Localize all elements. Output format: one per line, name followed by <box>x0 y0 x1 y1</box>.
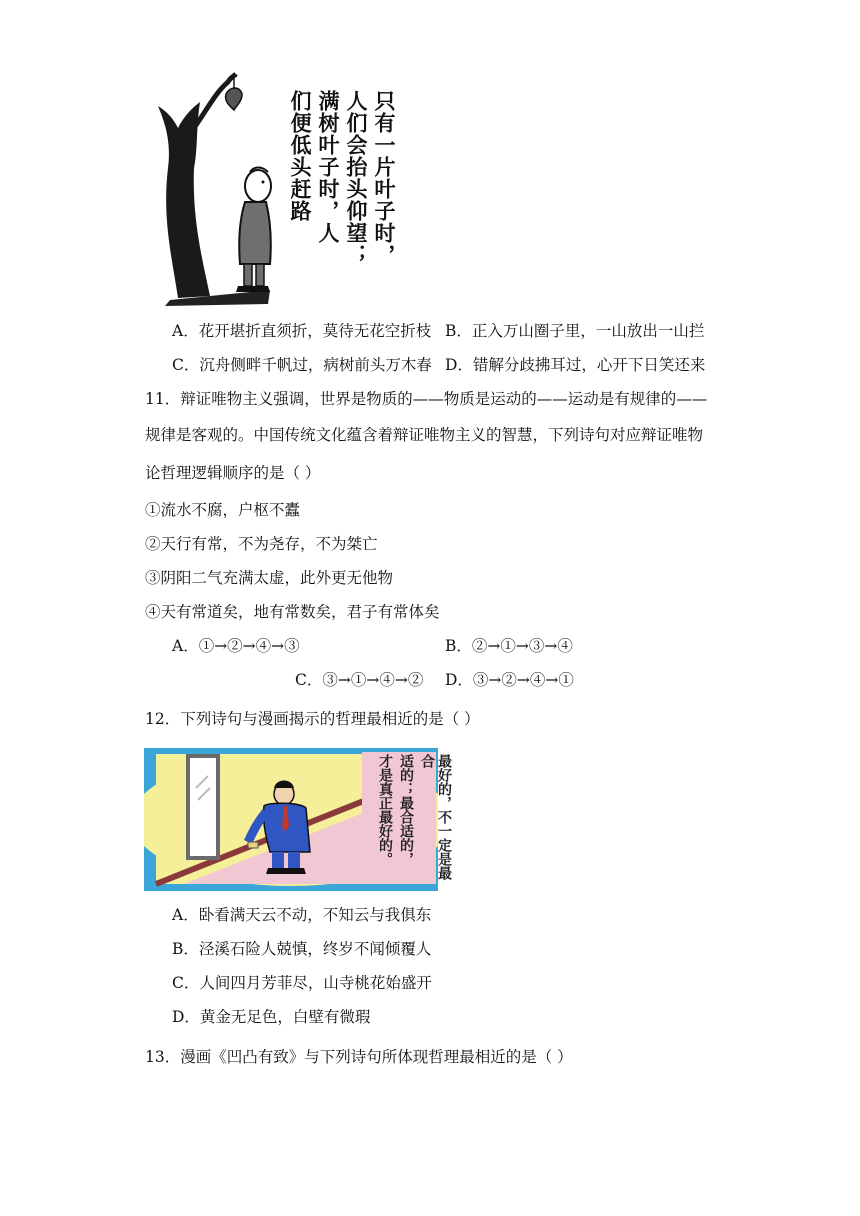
q10-option-a: A．花开堪折直须折，莫待无花空折枝 <box>172 322 432 340</box>
cartoon-caption-column-2: 适的；最合适的， <box>398 754 414 866</box>
q13-stem: 13．漫画《凹凸有致》与下列诗句所体现哲理最相近的是（ ） <box>145 1048 573 1066</box>
caption-column-2: 人们会抬头仰望； <box>344 90 368 266</box>
q11-option-b: B．②→①→③→④ <box>445 637 573 655</box>
q12-option-d: D．黄金无足色，白壁有微瑕 <box>172 1008 371 1026</box>
q12-option-a: A．卧看满天云不动，不知云与我俱东 <box>172 906 432 924</box>
q11-option-c: C．③→①→④→② <box>295 671 424 689</box>
q11-item-2: ②天行有常，不为尧存，不为桀亡 <box>145 535 378 553</box>
caption-column-3: 满树叶子时，人 <box>316 90 340 244</box>
cartoon-caption-column-1: 最好的，不一定是最合 <box>419 754 452 880</box>
q10-option-d: D．错解分歧拂耳过，心开下日笑还来 <box>445 356 706 374</box>
q11-item-1: ①流水不腐，户枢不蠹 <box>145 501 301 519</box>
q10-option-b: B．正入万山圈子里，一山放出一山拦 <box>445 322 705 340</box>
q11-stem-line3: 论哲理逻辑顺序的是（ ） <box>145 464 321 482</box>
leaf-cartoon <box>150 68 400 308</box>
man-mirror-illustration <box>144 748 438 891</box>
q11-item-4: ④天有常道矣，地有常数矣，君子有常体矣 <box>145 603 440 621</box>
q11-stem-line2: 规律是客观的。中国传统文化蕴含着辩证唯物主义的智慧，下列诗句对应辩证唯物 <box>145 426 704 444</box>
q12-stem: 12．下列诗句与漫画揭示的哲理最相近的是（ ） <box>145 710 480 728</box>
q12-option-c: C．人间四月芳菲尽，山寺桃花始盛开 <box>172 974 432 992</box>
q11-option-d: D．③→②→④→① <box>445 671 574 689</box>
caption-column-4: 们便低头赶路 <box>288 90 312 222</box>
caption-column-1: 只有一片叶子时， <box>372 90 396 266</box>
q11-stem-line1: 11．辩证唯物主义强调，世界是物质的——物质是运动的——运动是有规律的—— <box>145 390 708 408</box>
cartoon-caption-column-3: 才是真正最好的。 <box>377 754 393 866</box>
q11-item-3: ③阴阳二气充满太虚，此外更无他物 <box>145 569 394 587</box>
q11-option-a: A．①→②→④→③ <box>172 637 300 655</box>
q12-option-b: B．泾溪石险人兢慎，终岁不闻倾覆人 <box>172 940 432 958</box>
q10-option-c: C．沉舟侧畔千帆过，病树前头万木春 <box>172 356 432 374</box>
mirror-cartoon <box>144 748 452 891</box>
